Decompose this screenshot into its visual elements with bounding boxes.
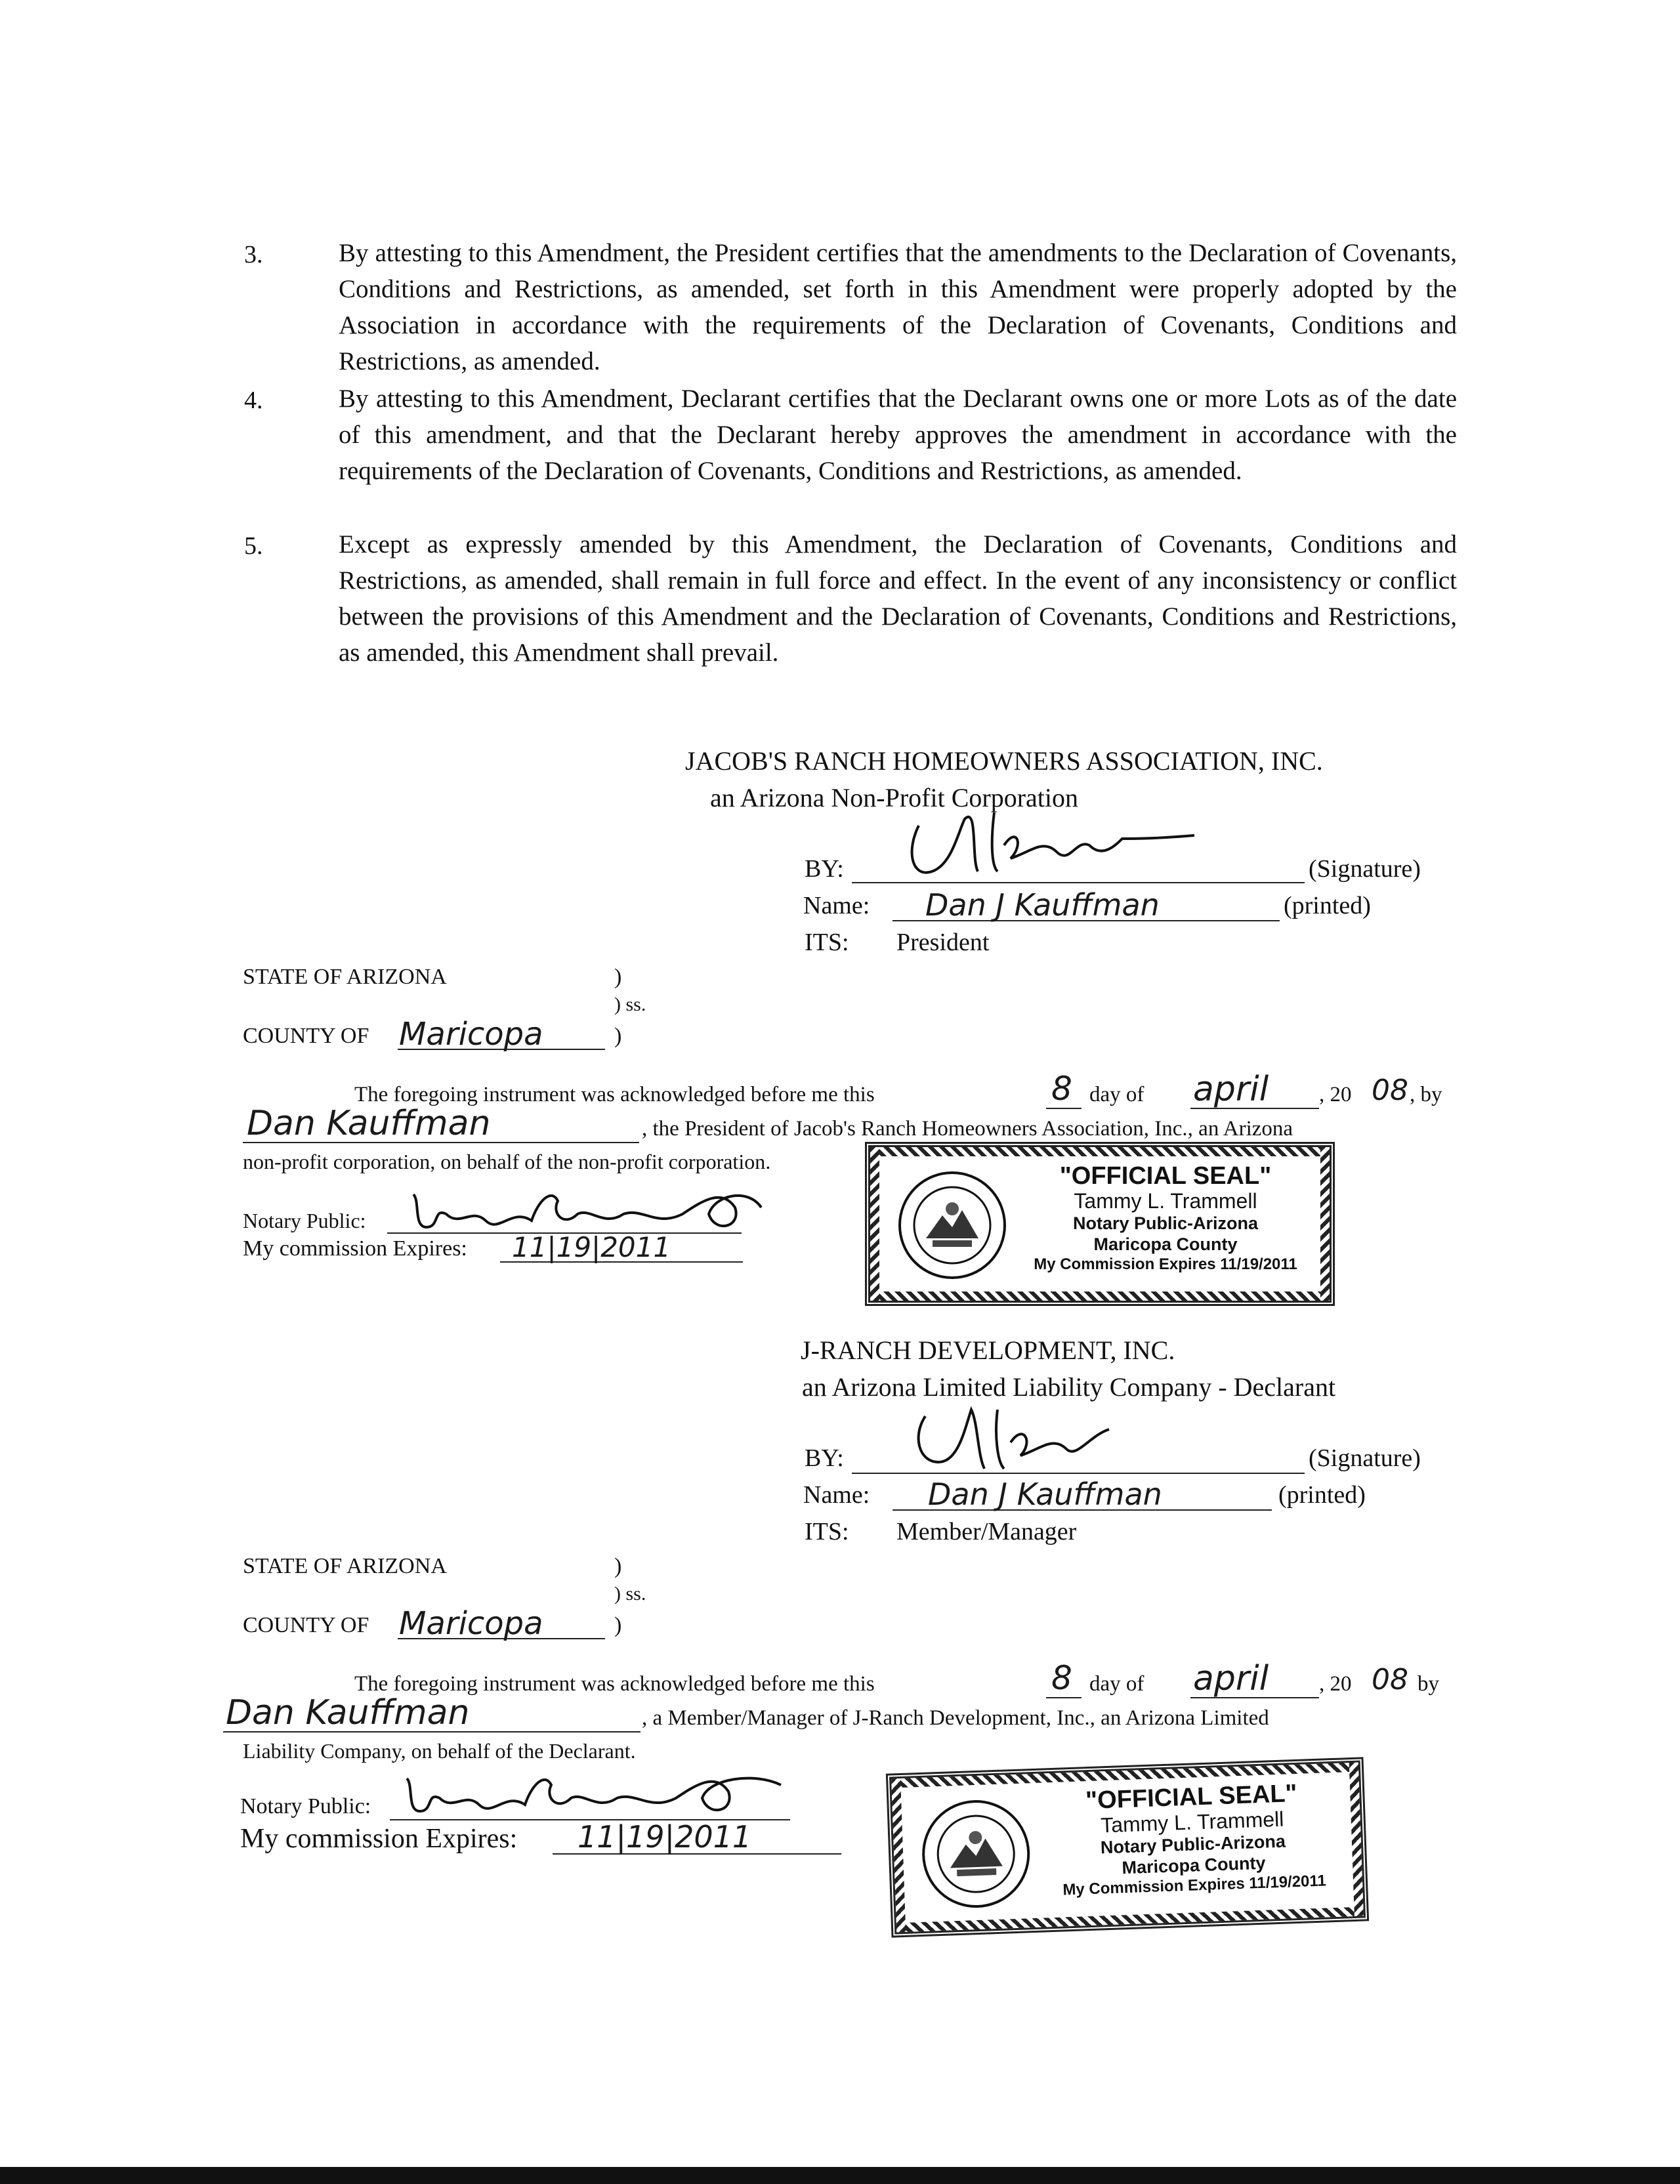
ack1-by: , by bbox=[1410, 1083, 1442, 1106]
paragraph-5-text: Except as expressly amended by this Amendment, the Declaration of Covenants, Conditions and Restrictions, as amended, shall remain in full force and effect. In the event of any inconsistency or conflict between the provisions of this Amendment and the Declaration of Covenants, Conditions and Restrictions, as amended, this Amendment shall prevail. bbox=[339, 530, 1457, 667]
ack2-commission-date: 11|19|2011 bbox=[578, 1819, 752, 1855]
seal1-border-bottom bbox=[870, 1292, 1330, 1301]
seal1-border-left bbox=[870, 1147, 879, 1301]
ack2-day-line bbox=[1046, 1697, 1082, 1698]
sig1-its-value: President bbox=[896, 929, 990, 956]
official-seal-1 bbox=[865, 1142, 1335, 1306]
ack1-day-handwritten: 8 bbox=[1051, 1070, 1072, 1108]
sig2-by-label: BY: bbox=[805, 1444, 844, 1472]
seal2-title: "OFFICIAL SEAL" bbox=[1085, 1779, 1298, 1815]
sig2-name-label: Name: bbox=[803, 1481, 870, 1509]
ack1-notary-label: Notary Public: bbox=[243, 1209, 366, 1232]
seal1-name: Tammy L. Trammell bbox=[1074, 1189, 1257, 1213]
seal1-border-top bbox=[870, 1147, 1330, 1156]
paragraph-3-text: By attesting to this Amendment, the President certifies that the amendments to the Declaration of Covenants, Conditions and Restrictions, as amended, set forth in this Amendment were properly adopted by the Association in accordance with the requirements of the Declaration of Covenants, Conditions and Restrictions, as amended. bbox=[339, 239, 1457, 375]
seal1-border-right bbox=[1320, 1147, 1330, 1301]
ack2-notary-label: Notary Public: bbox=[240, 1794, 371, 1818]
scan-bottom-edge bbox=[0, 2167, 1680, 2184]
ack2-year-handwritten: 08 bbox=[1372, 1663, 1408, 1696]
ack2-month-handwritten: april bbox=[1193, 1659, 1269, 1698]
sig1-by-label: BY: bbox=[805, 855, 844, 883]
sig2-its-label: ITS: bbox=[805, 1518, 849, 1545]
paragraph-3-number: 3. bbox=[244, 241, 263, 268]
venue2-county-handwritten: Maricopa bbox=[399, 1605, 543, 1642]
ack2-name-handwritten: Dan Kauffman bbox=[226, 1693, 470, 1732]
paragraph-5-number: 5. bbox=[244, 532, 263, 560]
ack1-year-prefix: , 20 bbox=[1319, 1083, 1352, 1106]
sig2-name-handwritten: Dan J Kauffman bbox=[928, 1477, 1162, 1512]
seal1-county: Maricopa County bbox=[1093, 1234, 1238, 1254]
venue2-ss: ) ss. bbox=[614, 1583, 646, 1605]
sig1-name-label: Name: bbox=[803, 892, 870, 919]
seal2-county: Maricopa County bbox=[1122, 1853, 1266, 1878]
venue2-paren1: ) bbox=[614, 1554, 622, 1578]
venue2-state: STATE OF ARIZONA bbox=[243, 1554, 447, 1578]
venue1-state: STATE OF ARIZONA bbox=[243, 965, 447, 989]
ack2-line3: Liability Company, on behalf of the Declarant. bbox=[243, 1739, 636, 1763]
sig2-printed-suffix: (printed) bbox=[1278, 1481, 1366, 1509]
venue2-county-label: COUNTY OF bbox=[243, 1613, 369, 1637]
sig1-name-handwritten: Dan J Kauffman bbox=[925, 887, 1160, 923]
association-type: an Arizona Non-Profit Corporation bbox=[710, 783, 1078, 812]
developer-type: an Arizona Limited Liability Company - Declarant bbox=[802, 1372, 1336, 1402]
ack1-commission-date: 11|19|2011 bbox=[512, 1231, 671, 1263]
ack2-line1: The foregoing instrument was acknowledged before me this bbox=[354, 1672, 875, 1696]
seal1-notary: Notary Public-Arizona bbox=[1072, 1213, 1259, 1233]
ack1-name-handwritten: Dan Kauffman bbox=[247, 1104, 491, 1143]
sig2-signature-image bbox=[892, 1396, 1129, 1482]
arizona-state-seal-icon bbox=[918, 1796, 1034, 1912]
seal2-border-bottom bbox=[896, 1907, 1364, 1933]
ack1-month-handwritten: april bbox=[1193, 1070, 1269, 1109]
developer-name: J-RANCH DEVELOPMENT, INC. bbox=[801, 1335, 1175, 1365]
ack2-day-handwritten: 8 bbox=[1051, 1659, 1072, 1697]
association-name: JACOB'S RANCH HOMEOWNERS ASSOCIATION, INC. bbox=[685, 746, 1323, 776]
sig2-signature-suffix: (Signature) bbox=[1309, 1444, 1421, 1472]
sig2-its-value: Member/Manager bbox=[896, 1518, 1077, 1545]
seal2-border-left bbox=[891, 1778, 906, 1932]
ack2-commission-label: My commission Expires: bbox=[240, 1824, 518, 1854]
venue1-county-label: COUNTY OF bbox=[243, 1024, 369, 1048]
ack2-day-of: day of bbox=[1089, 1672, 1144, 1696]
sig1-signature-suffix: (Signature) bbox=[1309, 855, 1421, 883]
ack1-year-handwritten: 08 bbox=[1372, 1074, 1408, 1107]
seal2-border-right bbox=[1349, 1763, 1364, 1916]
ack1-line3: non-profit corporation, on behalf of the non-profit corporation. bbox=[243, 1150, 771, 1173]
paragraph-4-text: By attesting to this Amendment, Declarant certifies that the Declarant owns one or more Lots as of the date of this amendment, and that the Declarant hereby approves the amendment in accordance with the requirements of the Declaration of Covenants, Conditions and Restrictions, as amended. bbox=[339, 385, 1457, 485]
venue1-paren1: ) bbox=[614, 965, 622, 989]
venue1-paren3: ) bbox=[614, 1024, 622, 1048]
seal1-title: "OFFICIAL SEAL" bbox=[1059, 1162, 1272, 1190]
seal1-expiry: My Commission Expires 11/19/2011 bbox=[1034, 1255, 1297, 1273]
ack1-commission-label: My commission Expires: bbox=[243, 1236, 467, 1261]
sig1-printed-suffix: (printed) bbox=[1284, 892, 1371, 919]
ack1-day-line bbox=[1046, 1108, 1082, 1109]
ack1-day-of: day of bbox=[1089, 1083, 1144, 1106]
ack1-line2: , the President of Jacob's Ranch Homeowners Association, Inc., an Arizona bbox=[642, 1117, 1293, 1141]
sig1-signature-image bbox=[879, 799, 1208, 891]
seal2-name: Tammy L. Trammell bbox=[1100, 1807, 1284, 1838]
official-seal-2 bbox=[886, 1757, 1369, 1937]
ack1-line1: The foregoing instrument was acknowledged before me this bbox=[354, 1083, 875, 1106]
arizona-state-seal-icon bbox=[896, 1169, 1008, 1281]
venue1-ss: ) ss. bbox=[614, 994, 646, 1015]
ack2-by: by bbox=[1418, 1672, 1439, 1696]
seal2-expiry: My Commission Expires 11/19/2011 bbox=[1062, 1872, 1327, 1899]
ack2-line2: , a Member/Manager of J-Ranch Development, Inc., an Arizona Limited bbox=[642, 1706, 1269, 1730]
paragraph-4-number: 4. bbox=[244, 387, 263, 414]
venue1-county-handwritten: Maricopa bbox=[399, 1016, 543, 1053]
seal2-notary: Notary Public-Arizona bbox=[1100, 1831, 1286, 1858]
venue2-paren3: ) bbox=[614, 1613, 622, 1637]
sig1-its-label: ITS: bbox=[805, 929, 849, 956]
ack2-year-prefix: , 20 bbox=[1319, 1672, 1352, 1696]
